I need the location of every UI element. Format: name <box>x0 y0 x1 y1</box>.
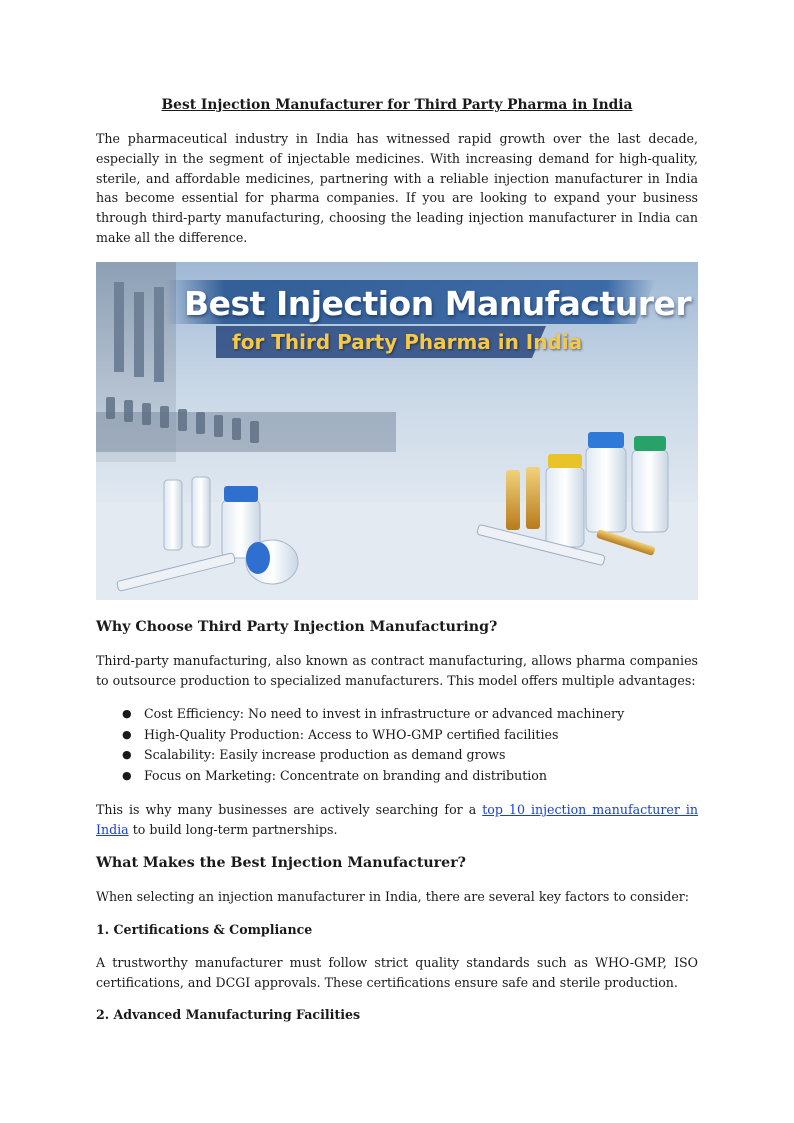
section-heading-why-choose: Why Choose Third Party Injection Manufacturing? <box>96 618 498 635</box>
advantages-list <box>96 704 698 786</box>
subheading-certifications: 1. Certifications & Compliance <box>96 921 313 937</box>
banner-subtitle: for Third Party Pharma in India <box>232 329 583 354</box>
subheading-facilities: 2. Advanced Manufacturing Facilities <box>96 1007 361 1023</box>
bullet-icon: ● <box>122 727 132 741</box>
banner-title: Best Injection Manufacturer <box>184 283 692 323</box>
document-title: Best Injection Manufacturer for Third Party Pharma in India <box>161 97 633 113</box>
section-paragraph: When selecting an injection manufacturer in India, there are several key factors to consider: <box>96 888 690 904</box>
list-item: ● Focus on Marketing: Concentrate on branding and distribution <box>144 766 698 787</box>
section-heading-best-manufacturer: What Makes the Best Injection Manufacturer? <box>96 854 466 871</box>
list-item: ● High-Quality Production: Access to WHO-GMP certified facilities <box>144 725 698 746</box>
top-10-manufacturer-link[interactable]: top 10 injection manufacturer in India <box>96 802 698 838</box>
section-paragraph: Third-party manufacturing, also known as contract manufacturing, allows pharma companies to outsource production to specialized manufacturers. This model offers multiple advantages: <box>96 652 698 688</box>
list-item: ● Cost Efficiency: No need to invest in infrastructure or advanced machinery <box>144 704 698 725</box>
banner-image <box>96 262 698 600</box>
certifications-paragraph: A trustworthy manufacturer must follow strict quality standards such as WHO-GMP, ISO certifications, and DCGI approvals. These certifications ensure safe and sterile production. <box>96 954 698 990</box>
bullet-icon: ● <box>122 707 132 721</box>
bullet-icon: ● <box>122 768 132 782</box>
document-body <box>96 96 698 1038</box>
closing-paragraph: This is why many businesses are actively searching for a top 10 injection manufacturer in India to build long-term partnerships. <box>96 802 698 838</box>
list-item: ● Scalability: Easily increase production as demand grows <box>144 745 698 766</box>
bullet-icon: ● <box>122 748 132 762</box>
intro-paragraph: The pharmaceutical industry in India has witnessed rapid growth over the last decade, especially in the segment of injectable medicines. With increasing demand for high-quality, sterile, and affordable medicines, partnering with a reliable injection manufacturer in India has become essential for pharma companies. If you are looking to expand your business through third-party manufacturing, choosing the leading injection manufacturer in India can make all the difference. <box>96 131 698 245</box>
